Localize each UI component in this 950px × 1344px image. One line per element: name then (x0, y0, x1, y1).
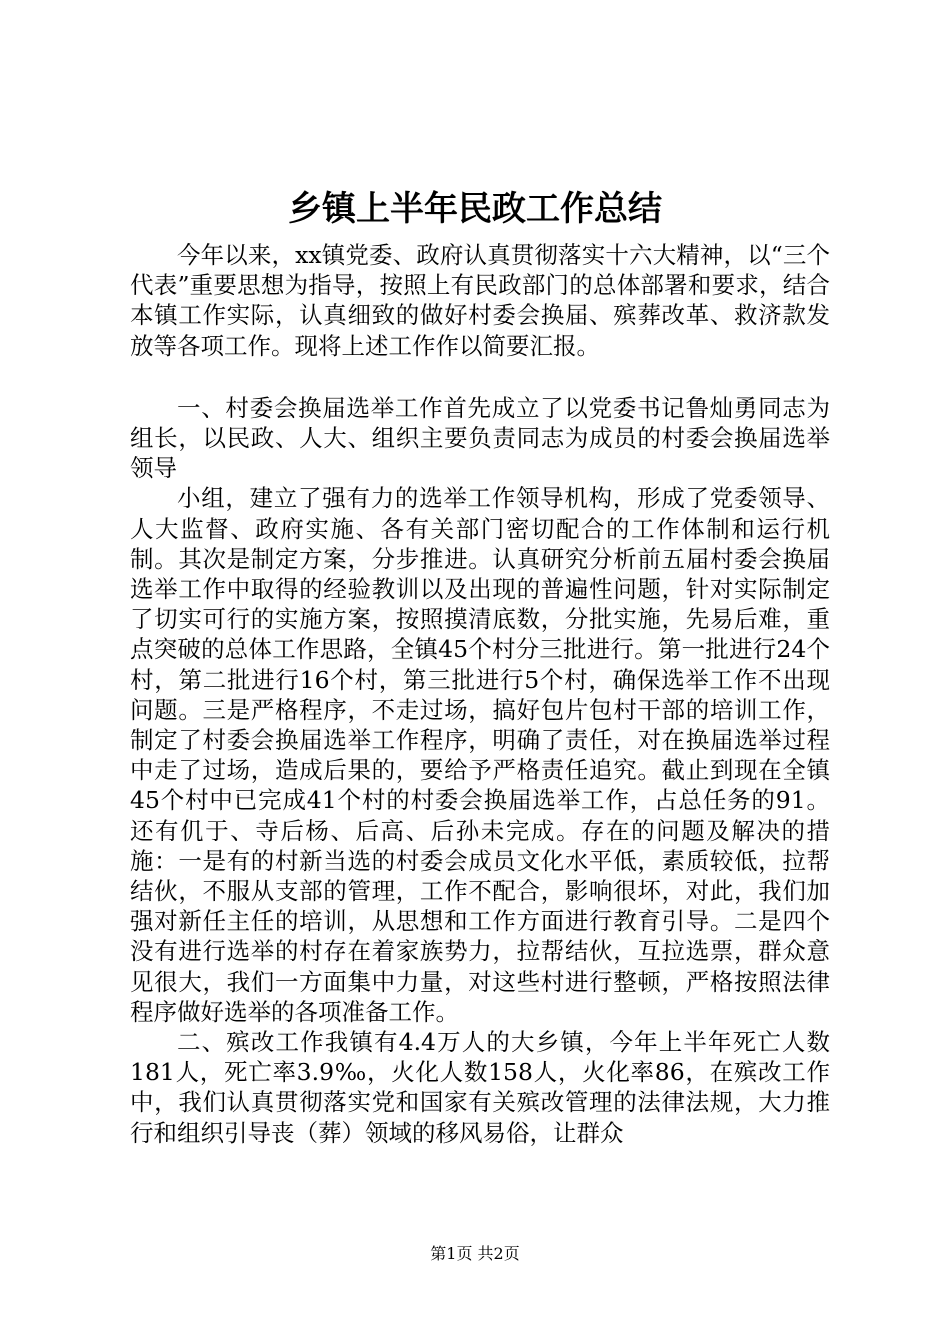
paragraph-section-2: 二、殡改工作我镇有4.4万人的大乡镇，今年上半年死亡人数181人，死亡率3.9‰，火化人数158人，火化率86，在殡改工作中，我们认真贯彻落实党和国家有关殡改管理的法律法规，大力推行和组织引导丧（葬）领域的移风易俗，让群众 (130, 1028, 830, 1147)
page-number-footer: 第1页 共2页 (430, 1244, 520, 1263)
paragraph-intro: 今年以来，xx镇党委、政府认真贯彻落实十六大精神，以“三个代表”重要思想为指导，按照上有民政部门的总体部署和要求，结合本镇工作实际，认真细致的做好村委会换届、殡葬改革、救济款发放等各项工作。现将上述工作作以简要汇报。 (130, 241, 830, 360)
document-body (130, 240, 830, 1148)
document-title: 乡镇上半年民政工作总结 (288, 189, 662, 229)
paragraph-section-1-heading: 一、村委会换届选举工作首先成立了以党委书记鲁灿勇同志为组长，以民政、人大、组织主要负责同志为成员的村委会换届选举领导 (130, 393, 830, 483)
paragraph-section-1-body: 小组，建立了强有力的选举工作领导机构，形成了党委领导、人大监督、政府实施、各有关部门密切配合的工作体制和运行机制。其次是制定方案，分步推进。认真研究分析前五届村委会换届选举工作中取得的经验教训以及出现的普遍性问题，针对实际制定了切实可行的实施方案，按照摸清底数，分批实施，先易后难，重点突破的总体工作思路，全镇45个村分三批进行。第一批进行24个村，第二批进行16个村，第三批进行5个村，确保选举工作不出现问题。三是严格程序，不走过场，搞好包片包村干部的培训工作，制定了村委会换届选举工作程序，明确了责任，对在换届选举过程中走了过场，造成后果的，要给予严格责任追究。截止到现在全镇45个村中已完成41个村的村委会换届选举工作，占总任务的91。还有仉于、寺后杨、后高、后孙未完成。存在的问题及解决的措施：一是有的村新当选的村委会成员文化水平低，素质较低，拉帮结伙，不服从支部的管理，工作不配合，影响很坏，对此，我们加强对新任主任的培训，从思想和工作方面进行教育引导。二是四个没有进行选举的村存在着家族势力，拉帮结伙，互拉选票，群众意见很大，我们一方面集中力量，对这些村进行整顿，严格按照法律程序做好选举的各项准备工作。 (130, 484, 830, 1026)
